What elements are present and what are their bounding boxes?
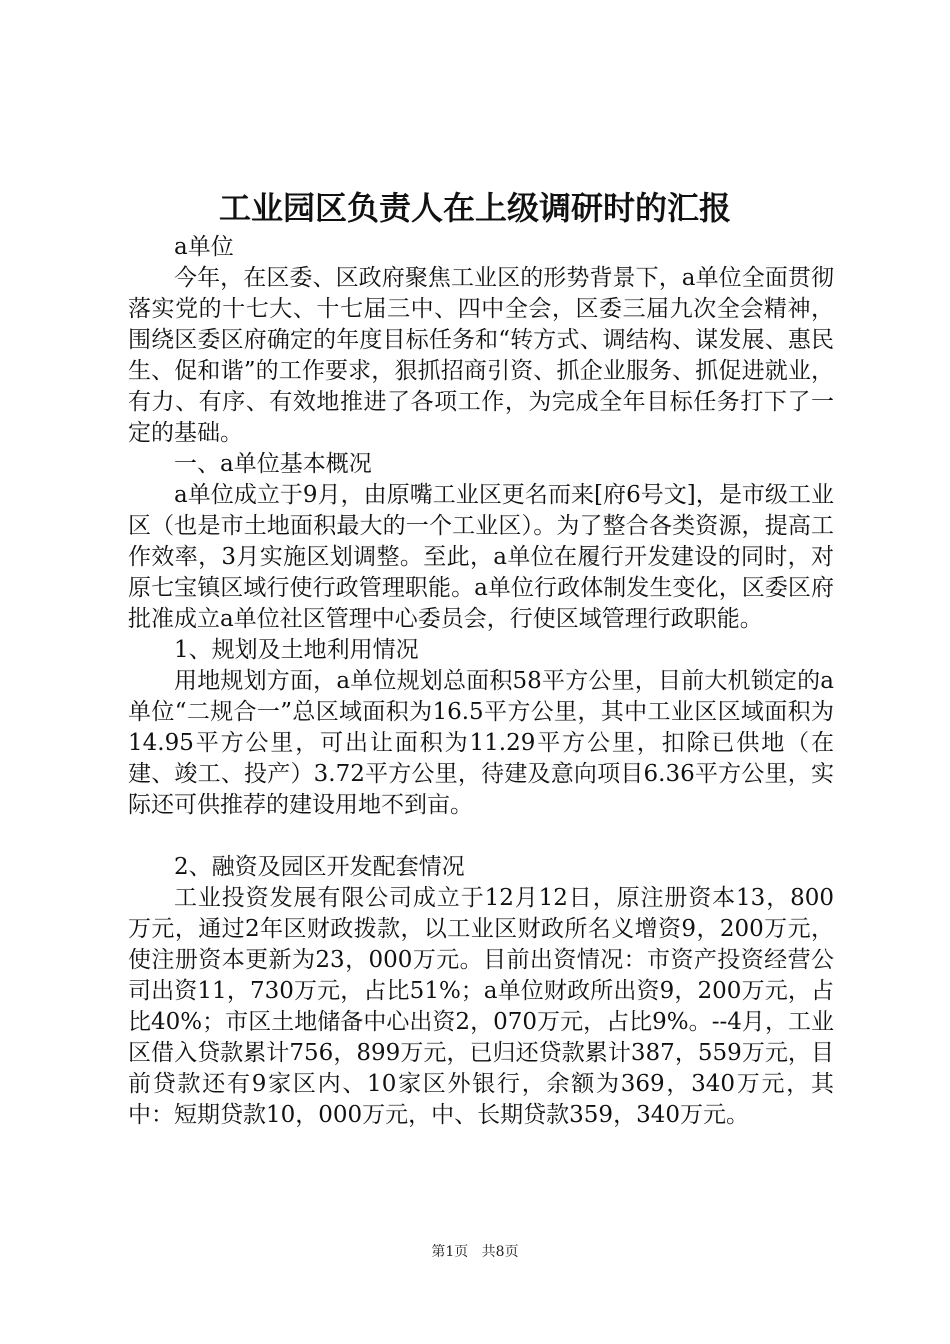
- financing-paragraph: 工业投资发展有限公司成立于12月12日，原注册资本13，800万元，通过2年区财政拨款，以工业区财政所名义增资9，200万元，使注册资本更新为23，000万元。目前出资情况：市资产投资经营公司出资11，730万元，占比51%；a单位财政所出资9，200万元，占比40%；市区土地储备中心出资2，070万元，占比9%。--4月，工业区借入贷款累计756，899万元，已归还贷款累计387，559万元，目前贷款还有9家区内、10家区外银行，余额为369，340万元，其中：短期贷款10，000万元，中、长期贷款359，340万元。: [128, 885, 834, 1128]
- intro-paragraph: 今年，在区委、区政府聚焦工业区的形势背景下，a单位全面贯彻落实党的十七大、十七届三中、四中全会，区委三届九次全会精神，围绕区委区府确定的年度目标任务和“转方式、调结构、谋发展、惠民生、促和谐”的工作要求，狠抓招商引资、抓企业服务、抓促进就业，有力、有序、有效地推进了各项工作，为完成全年目标任务打下了一定的基础。: [128, 265, 834, 446]
- overview-paragraph: a单位成立于9月，由原嘴工业区更名而来[府6号文]，是市级工业区（也是市土地面积最大的一个工业区）。为了整合各类资源，提高工作效率，3月实施区划调整。至此，a单位在履行开发建设的同时，对原七宝镇区域行使行政管理职能。a单位行政体制发生变化，区委区府批准成立a单位社区管理中心委员会，行使区域管理行政职能。: [128, 482, 834, 632]
- section-heading-financing: 2、融资及园区开发配套情况: [174, 854, 465, 880]
- page-number: 第1页: [431, 1244, 469, 1260]
- section-heading-land-use: 1、规划及土地利用情况: [174, 637, 419, 663]
- page-footer: [0, 1242, 950, 1262]
- page-separator: [473, 1244, 477, 1260]
- page-total: 共8页: [481, 1244, 519, 1260]
- paragraph-spacer: [128, 821, 834, 852]
- unit-name-line: a单位: [174, 234, 234, 260]
- document-body: [128, 232, 834, 1131]
- section-heading-overview: 一、a单位基本概况: [174, 451, 372, 477]
- land-use-paragraph: 用地规划方面，a单位规划总面积58平方公里，目前大机锁定的a单位“二规合一”总区域面积为16.5平方公里，其中工业区区域面积为14.95平方公里，可出让面积为11.29平方公里，扣除已供地（在建、竣工、投产）3.72平方公里，待建及意向项目6.36平方公里，实际还可供推荐的建设用地不到亩。: [128, 668, 834, 818]
- document-title: 工业园区负责人在上级调研时的汇报: [218, 189, 731, 227]
